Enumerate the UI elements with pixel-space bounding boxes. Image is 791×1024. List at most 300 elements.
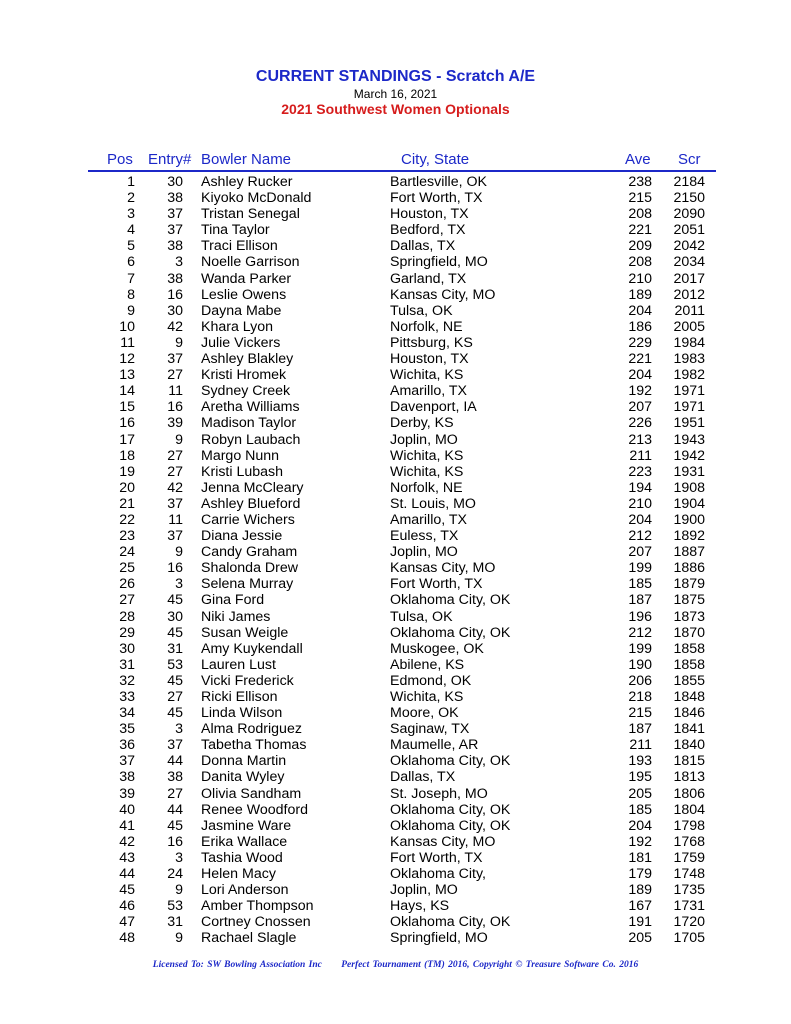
cell-city-state: Bartlesville, OK	[390, 174, 487, 190]
cell-entry: 31	[167, 640, 183, 657]
cell-pos: 41	[119, 817, 135, 834]
cell-entry: 11	[168, 511, 183, 528]
cell-bowler-name: Candy Graham	[201, 544, 298, 561]
cell-entry: 9	[175, 882, 183, 899]
cell-ave: 190	[628, 656, 652, 673]
cell-scr: 1813	[673, 769, 705, 786]
cell-scr: 1841	[673, 721, 705, 738]
cell-ave: 221	[628, 222, 652, 239]
table-row	[0, 914, 791, 930]
cell-scr: 1705	[673, 930, 705, 947]
table-row	[0, 335, 791, 351]
cell-bowler-name: Aretha Williams	[201, 399, 300, 416]
cell-bowler-name: Kristi Lubash	[201, 463, 284, 480]
cell-entry: 45	[167, 705, 183, 722]
cell-bowler-name: Kristi Hromek	[201, 367, 287, 384]
cell-entry: 37	[167, 222, 183, 239]
table-row	[0, 657, 791, 673]
table-row	[0, 721, 791, 737]
cell-ave: 213	[628, 431, 652, 448]
cell-pos: 8	[127, 286, 135, 303]
table-row	[0, 850, 791, 866]
cell-bowler-name: Ricki Ellison	[201, 689, 278, 705]
cell-entry: 53	[167, 898, 183, 915]
table-row	[0, 866, 791, 882]
cell-city-state: Oklahoma City, OK	[390, 753, 511, 770]
cell-scr: 1840	[673, 737, 705, 754]
cell-entry: 37	[167, 528, 183, 545]
cell-entry: 42	[167, 479, 183, 496]
cell-pos: 28	[119, 608, 135, 625]
table-row	[0, 399, 791, 415]
header-rule	[88, 170, 716, 172]
cell-pos: 30	[119, 640, 135, 657]
table-row	[0, 641, 791, 657]
cell-city-state: Tulsa, OK	[390, 608, 453, 625]
cell-entry: 27	[167, 785, 183, 802]
cell-bowler-name: Renee Woodford	[201, 801, 309, 818]
cell-city-state: Oklahoma City, OK	[390, 801, 511, 818]
cell-bowler-name: Khara Lyon	[201, 318, 274, 335]
cell-scr: 1748	[673, 866, 705, 883]
cell-entry: 30	[167, 302, 183, 319]
cell-entry: 45	[167, 817, 183, 834]
cell-entry: 3	[175, 721, 183, 738]
cell-bowler-name: Cortney Cnossen	[201, 914, 311, 931]
cell-scr: 1768	[673, 833, 705, 850]
cell-ave: 215	[628, 190, 652, 207]
cell-ave: 185	[628, 801, 652, 818]
cell-scr: 2011	[674, 302, 705, 319]
cell-bowler-name: Lauren Lust	[201, 656, 276, 673]
cell-ave: 206	[628, 672, 652, 689]
cell-ave: 218	[628, 689, 652, 705]
table-row	[0, 319, 791, 335]
cell-bowler-name: Ashley Blakley	[201, 351, 294, 368]
cell-ave: 223	[628, 463, 652, 480]
cell-city-state: Euless, TX	[390, 528, 459, 545]
cell-city-state: Maumelle, AR	[390, 737, 479, 754]
cell-pos: 4	[127, 222, 135, 239]
table-row	[0, 271, 791, 287]
cell-scr: 1943	[673, 431, 705, 448]
cell-scr: 1900	[673, 511, 705, 528]
cell-bowler-name: Noelle Garrison	[201, 254, 300, 271]
cell-ave: 204	[628, 367, 652, 384]
cell-ave: 204	[628, 302, 652, 319]
cell-ave: 189	[628, 286, 652, 303]
table-row	[0, 351, 791, 367]
cell-entry: 37	[167, 495, 183, 512]
cell-pos: 47	[119, 914, 135, 931]
cell-city-state: Pittsburg, KS	[390, 334, 473, 351]
cell-scr: 2184	[673, 174, 705, 190]
cell-bowler-name: Kiyoko McDonald	[201, 190, 312, 207]
table-row	[0, 882, 791, 898]
cell-entry: 42	[167, 318, 183, 335]
cell-scr: 1858	[673, 640, 705, 657]
cell-entry: 16	[167, 560, 183, 577]
cell-bowler-name: Erika Wallace	[201, 833, 288, 850]
cell-city-state: Kansas City, MO	[390, 560, 496, 577]
cell-city-state: Springfield, MO	[390, 930, 488, 947]
cell-scr: 2042	[673, 238, 705, 255]
header-scr: Scr	[678, 151, 701, 168]
cell-bowler-name: Tabetha Thomas	[201, 737, 307, 754]
cell-entry: 30	[167, 174, 183, 190]
cell-pos: 19	[119, 463, 135, 480]
cell-scr: 1942	[673, 447, 705, 464]
cell-ave: 199	[628, 560, 652, 577]
standings-table	[0, 174, 791, 947]
table-row	[0, 560, 791, 576]
cell-ave: 204	[628, 511, 652, 528]
cell-bowler-name: Donna Martin	[201, 753, 287, 770]
cell-ave: 189	[628, 882, 652, 899]
table-row	[0, 480, 791, 496]
cell-ave: 179	[628, 866, 652, 883]
cell-entry: 37	[167, 351, 183, 368]
table-row	[0, 367, 791, 383]
cell-city-state: Joplin, MO	[390, 882, 458, 899]
cell-ave: 192	[628, 833, 652, 850]
cell-bowler-name: Danita Wyley	[201, 769, 285, 786]
cell-entry: 16	[167, 833, 183, 850]
cell-city-state: Wichita, KS	[390, 463, 464, 480]
cell-bowler-name: Wanda Parker	[201, 270, 292, 287]
cell-ave: 238	[628, 174, 652, 190]
cell-pos: 29	[119, 624, 135, 641]
cell-scr: 1887	[673, 544, 705, 561]
header-ave: Ave	[625, 151, 651, 168]
cell-bowler-name: Tina Taylor	[201, 222, 270, 239]
cell-scr: 1798	[673, 817, 705, 834]
table-row	[0, 930, 791, 946]
cell-pos: 10	[119, 318, 135, 335]
table-row	[0, 415, 791, 431]
cell-scr: 1971	[673, 383, 705, 400]
cell-scr: 2051	[673, 222, 705, 239]
cell-entry: 38	[167, 190, 183, 207]
cell-pos: 32	[119, 672, 135, 689]
table-row	[0, 625, 791, 641]
cell-scr: 1804	[673, 801, 705, 818]
cell-scr: 2150	[673, 190, 705, 207]
table-row	[0, 528, 791, 544]
cell-city-state: Bedford, TX	[390, 222, 466, 239]
header-bowler-name: Bowler Name	[201, 151, 292, 168]
cell-pos: 2	[127, 190, 135, 207]
cell-scr: 1870	[673, 624, 705, 641]
cell-bowler-name: Gina Ford	[201, 592, 265, 609]
cell-city-state: Norfolk, NE	[390, 318, 463, 335]
footer-license: Licensed To: SW Bowling Association Inc	[152, 960, 322, 970]
cell-ave: 212	[628, 528, 652, 545]
cell-city-state: Houston, TX	[390, 351, 469, 368]
cell-city-state: Oklahoma City, OK	[390, 624, 511, 641]
cell-bowler-name: Niki James	[201, 608, 271, 625]
cell-bowler-name: Madison Taylor	[201, 415, 297, 432]
table-row	[0, 592, 791, 608]
cell-ave: 205	[628, 785, 652, 802]
cell-city-state: Fort Worth, TX	[390, 576, 483, 593]
cell-city-state: Wichita, KS	[390, 367, 464, 384]
cell-scr: 1951	[673, 415, 705, 432]
cell-pos: 11	[120, 334, 135, 351]
table-row	[0, 222, 791, 238]
report-date: March 16, 2021	[353, 87, 438, 101]
cell-entry: 16	[167, 399, 183, 416]
cell-pos: 23	[119, 528, 135, 545]
cell-scr: 1873	[673, 608, 705, 625]
cell-scr: 2012	[673, 286, 705, 303]
cell-ave: 209	[628, 238, 652, 255]
cell-pos: 21	[119, 495, 135, 512]
table-row	[0, 802, 791, 818]
cell-scr: 2005	[673, 318, 705, 335]
cell-pos: 22	[119, 511, 135, 528]
cell-scr: 1983	[673, 351, 705, 368]
cell-bowler-name: Vicki Frederick	[201, 672, 294, 689]
cell-scr: 1806	[673, 785, 705, 802]
cell-entry: 37	[167, 737, 183, 754]
cell-pos: 35	[119, 721, 135, 738]
cell-scr: 1858	[673, 656, 705, 673]
cell-entry: 44	[167, 753, 183, 770]
cell-scr: 1759	[673, 849, 705, 866]
cell-pos: 48	[119, 930, 135, 947]
cell-bowler-name: Ashley Rucker	[201, 174, 293, 190]
table-row	[0, 689, 791, 705]
cell-bowler-name: Rachael Slagle	[201, 930, 297, 947]
cell-ave: 181	[628, 849, 652, 866]
cell-scr: 1908	[673, 479, 705, 496]
cell-entry: 9	[175, 431, 183, 448]
cell-scr: 1931	[673, 463, 705, 480]
cell-ave: 207	[628, 544, 652, 561]
cell-scr: 1904	[673, 495, 705, 512]
cell-city-state: Davenport, IA	[390, 399, 477, 416]
cell-entry: 11	[168, 383, 183, 400]
table-row	[0, 818, 791, 834]
table-row	[0, 190, 791, 206]
cell-pos: 12	[119, 351, 135, 368]
cell-city-state: Houston, TX	[390, 206, 469, 223]
cell-scr: 1886	[673, 560, 705, 577]
cell-entry: 38	[167, 769, 183, 786]
cell-city-state: Abilene, KS	[390, 656, 465, 673]
cell-ave: 185	[628, 576, 652, 593]
cell-entry: 37	[167, 206, 183, 223]
header-entry: Entry#	[148, 151, 192, 168]
table-row	[0, 769, 791, 785]
cell-bowler-name: Carrie Wichers	[201, 511, 295, 528]
cell-entry: 24	[167, 866, 183, 883]
cell-ave: 196	[628, 608, 652, 625]
cell-city-state: Joplin, MO	[390, 544, 458, 561]
cell-city-state: Fort Worth, TX	[390, 849, 483, 866]
cell-city-state: St. Louis, MO	[390, 495, 476, 512]
cell-pos: 13	[119, 367, 135, 384]
cell-pos: 42	[119, 833, 135, 850]
cell-ave: 210	[628, 495, 652, 512]
cell-city-state: Kansas City, MO	[390, 833, 496, 850]
cell-city-state: Amarillo, TX	[390, 511, 467, 528]
cell-bowler-name: Margo Nunn	[201, 447, 280, 464]
cell-pos: 37	[119, 753, 135, 770]
cell-entry: 27	[167, 367, 183, 384]
cell-bowler-name: Leslie Owens	[201, 286, 287, 303]
cell-city-state: Wichita, KS	[390, 447, 464, 464]
cell-scr: 2090	[673, 206, 705, 223]
cell-scr: 2017	[673, 270, 705, 287]
cell-city-state: Amarillo, TX	[390, 383, 467, 400]
cell-entry: 45	[167, 672, 183, 689]
table-row	[0, 206, 791, 222]
cell-city-state: Dallas, TX	[390, 238, 456, 255]
cell-entry: 45	[167, 624, 183, 641]
cell-scr: 1879	[673, 576, 705, 593]
cell-pos: 31	[119, 656, 135, 673]
cell-city-state: Garland, TX	[390, 270, 467, 287]
cell-scr: 1735	[673, 882, 705, 899]
cell-city-state: St. Joseph, MO	[390, 785, 488, 802]
cell-ave: 194	[628, 479, 652, 496]
table-row	[0, 834, 791, 850]
cell-ave: 167	[628, 898, 652, 915]
cell-scr: 1855	[673, 672, 705, 689]
cell-ave: 187	[628, 592, 652, 609]
cell-pos: 40	[119, 801, 135, 818]
cell-pos: 43	[119, 849, 135, 866]
cell-pos: 20	[119, 479, 135, 496]
cell-ave: 204	[628, 817, 652, 834]
cell-city-state: Muskogee, OK	[390, 640, 484, 657]
cell-entry: 53	[167, 656, 183, 673]
cell-pos: 33	[119, 689, 135, 705]
cell-ave: 186	[628, 318, 652, 335]
cell-pos: 16	[119, 415, 135, 432]
cell-pos: 15	[119, 399, 135, 416]
cell-bowler-name: Helen Macy	[201, 866, 276, 883]
cell-pos: 17	[119, 431, 135, 448]
report-title: CURRENT STANDINGS - Scratch A/E	[255, 68, 536, 85]
table-row	[0, 898, 791, 914]
cell-scr: 1720	[673, 914, 705, 931]
cell-pos: 34	[119, 705, 135, 722]
table-row	[0, 786, 791, 802]
table-row	[0, 448, 791, 464]
cell-bowler-name: Lori Anderson	[201, 882, 289, 899]
cell-entry: 38	[167, 238, 183, 255]
cell-entry: 44	[167, 801, 183, 818]
cell-bowler-name: Jenna McCleary	[201, 479, 304, 496]
cell-city-state: Dallas, TX	[390, 769, 456, 786]
cell-bowler-name: Diana Jessie	[201, 528, 283, 545]
header-pos: Pos	[107, 151, 133, 168]
cell-pos: 46	[119, 898, 135, 915]
header-city-state: City, State	[401, 151, 470, 168]
cell-bowler-name: Traci Ellison	[201, 238, 278, 255]
cell-scr: 1984	[673, 334, 705, 351]
cell-ave: 211	[629, 737, 652, 754]
cell-entry: 39	[167, 415, 183, 432]
cell-city-state: Tulsa, OK	[390, 302, 453, 319]
cell-bowler-name: Shalonda Drew	[201, 560, 299, 577]
cell-city-state: Hays, KS	[390, 898, 450, 915]
cell-ave: 208	[628, 206, 652, 223]
cell-pos: 7	[127, 270, 135, 287]
cell-scr: 1846	[673, 705, 705, 722]
cell-bowler-name: Dayna Mabe	[201, 302, 282, 319]
cell-city-state: Oklahoma City, OK	[390, 817, 511, 834]
cell-bowler-name: Olivia Sandham	[201, 785, 302, 802]
cell-bowler-name: Ashley Blueford	[201, 495, 301, 512]
table-row	[0, 576, 791, 592]
cell-ave: 205	[628, 930, 652, 947]
cell-pos: 5	[127, 238, 135, 255]
cell-city-state: Kansas City, MO	[390, 286, 496, 303]
cell-city-state: Oklahoma City, OK	[390, 914, 511, 931]
cell-city-state: Fort Worth, TX	[390, 190, 483, 207]
cell-scr: 1982	[673, 367, 705, 384]
cell-bowler-name: Alma Rodriguez	[201, 721, 302, 738]
cell-scr: 1848	[673, 689, 705, 705]
cell-pos: 38	[119, 769, 135, 786]
cell-scr: 2034	[673, 254, 705, 271]
cell-city-state: Saginaw, TX	[390, 721, 470, 738]
footer-copyright: Perfect Tournament (TM) 2016, Copyright © Treasure Software Co. 2016	[341, 960, 639, 970]
cell-scr: 1971	[673, 399, 705, 416]
cell-pos: 24	[119, 544, 135, 561]
table-row	[0, 287, 791, 303]
cell-pos: 14	[119, 383, 135, 400]
table-row	[0, 303, 791, 319]
cell-bowler-name: Tristan Senegal	[201, 206, 300, 223]
cell-city-state: Moore, OK	[390, 705, 459, 722]
table-row	[0, 705, 791, 721]
cell-bowler-name: Julie Vickers	[201, 334, 281, 351]
cell-bowler-name: Amber Thompson	[201, 898, 314, 915]
cell-ave: 208	[628, 254, 652, 271]
cell-entry: 38	[167, 270, 183, 287]
cell-ave: 191	[628, 914, 652, 931]
cell-pos: 36	[119, 737, 135, 754]
cell-entry: 3	[175, 849, 183, 866]
cell-scr: 1815	[673, 753, 705, 770]
cell-pos: 27	[119, 592, 135, 609]
cell-pos: 18	[119, 447, 135, 464]
cell-city-state: Oklahoma City,	[390, 866, 486, 883]
cell-ave: 192	[628, 383, 652, 400]
cell-city-state: Edmond, OK	[390, 672, 472, 689]
cell-ave: 199	[628, 640, 652, 657]
cell-city-state: Joplin, MO	[390, 431, 458, 448]
table-row	[0, 673, 791, 689]
cell-pos: 45	[119, 882, 135, 899]
cell-ave: 229	[628, 334, 652, 351]
cell-bowler-name: Tashia Wood	[201, 849, 283, 866]
table-row	[0, 544, 791, 560]
cell-pos: 1	[127, 174, 135, 190]
cell-entry: 9	[175, 930, 183, 947]
cell-entry: 3	[175, 576, 183, 593]
cell-entry: 27	[167, 447, 183, 464]
cell-bowler-name: Robyn Laubach	[201, 431, 301, 448]
cell-ave: 210	[628, 270, 652, 287]
table-row	[0, 432, 791, 448]
table-row	[0, 496, 791, 512]
